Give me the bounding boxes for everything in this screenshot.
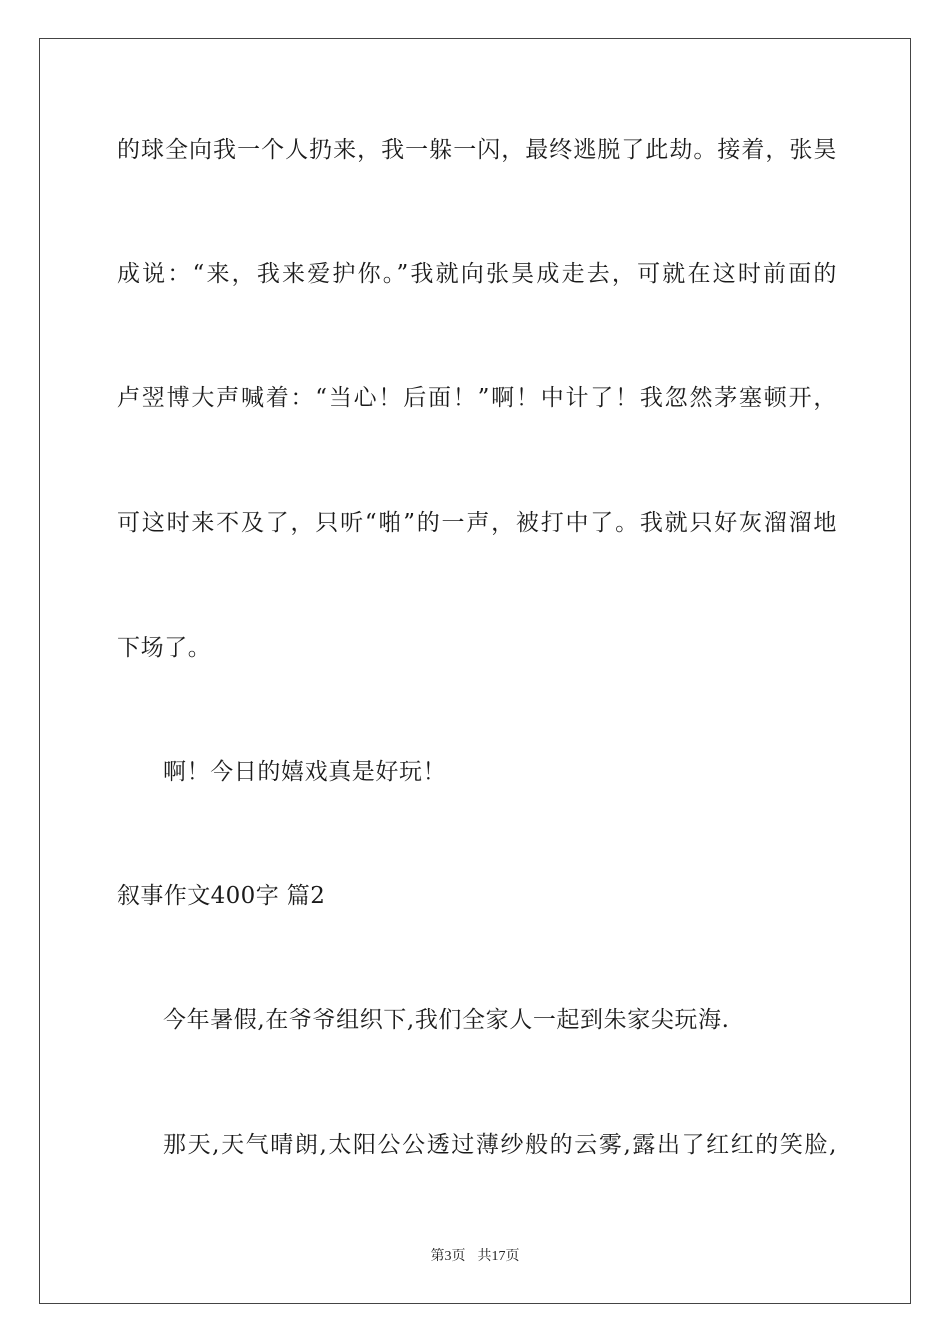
page-footer [0, 1248, 950, 1266]
body-line-3: 卢翌博大声喊着：“当心！后面！”啊！中计了！我忽然茅塞顿开， [117, 385, 837, 411]
paragraph-intro: 今年暑假,在爷爷组织下,我们全家人一起到朱家尖玩海. [163, 1007, 730, 1033]
paragraph-closing: 啊！今日的嬉戏真是好玩！ [163, 759, 447, 785]
page-number: 第3页 [430, 1249, 466, 1264]
section-heading: 叙事作文400字 篇2 [117, 883, 326, 909]
body-line-2: 成说：“来，我来爱护你。”我就向张昊成走去，可就在这时前面的 [117, 261, 837, 287]
body-line-4: 可这时来不及了，只听“啪”的一声，被打中了。我就只好灰溜溜地 [117, 510, 837, 536]
body-line-5: 下场了。 [117, 635, 212, 661]
page-total: 共17页 [477, 1249, 520, 1264]
paragraph-weather: 那天,天气晴朗,太阳公公透过薄纱般的云雾,露出了红红的笑脸, [163, 1132, 837, 1158]
page-border [39, 38, 911, 1304]
body-line-1: 的球全向我一个人扔来，我一躲一闪，最终逃脱了此劫。接着，张昊 [117, 137, 837, 163]
